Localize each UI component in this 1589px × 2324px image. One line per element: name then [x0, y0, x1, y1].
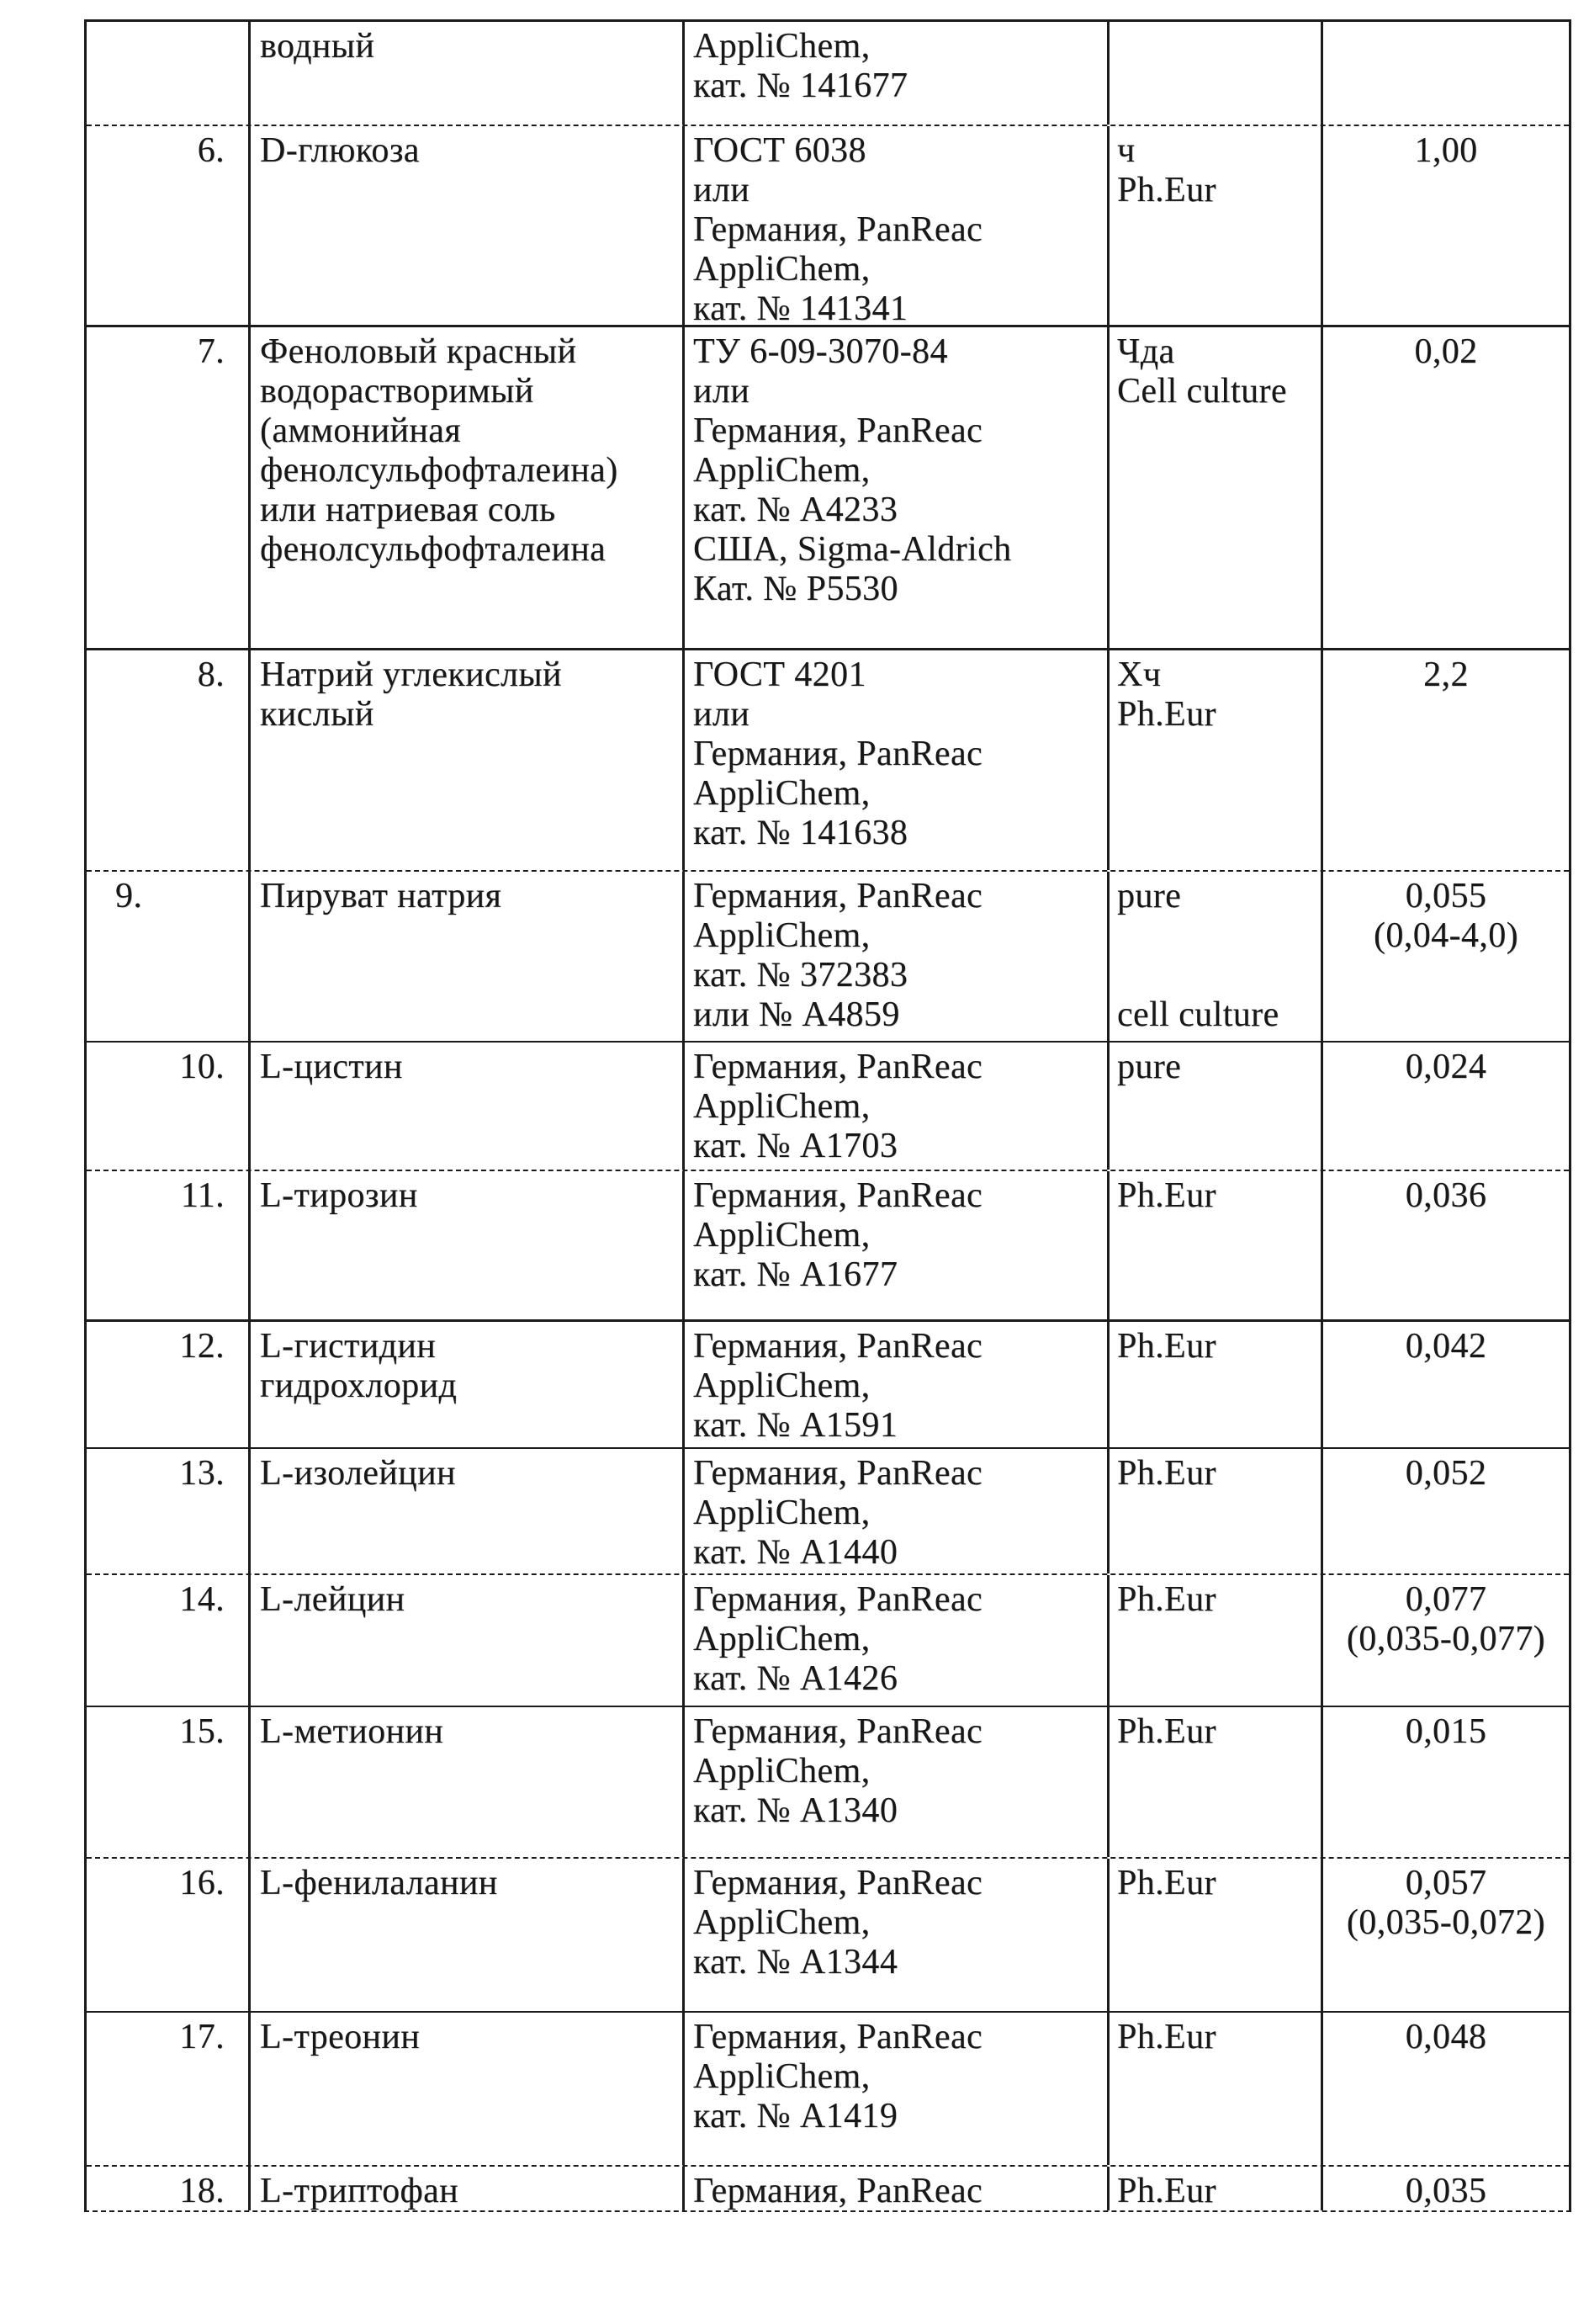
text-line [1117, 916, 1321, 956]
amount-cell [1321, 1171, 1569, 1319]
text-line: Натрий углекислый [260, 655, 562, 694]
text-line: Чда [1117, 332, 1175, 371]
text-line: 0,057 [1405, 1864, 1487, 1902]
text-line: AppliChem, [693, 1494, 871, 1532]
row-number-cell: 16. [179, 1864, 225, 1902]
standard-catalog-cell [682, 1043, 1107, 1170]
text-line: Германия, PanReac [693, 1327, 983, 1366]
grade-cell [1107, 22, 1321, 125]
text-line [1117, 956, 1321, 995]
standard-catalog-cell [682, 1171, 1107, 1319]
text-line: или [693, 695, 750, 734]
text-line: Ph.Eur [1117, 1176, 1216, 1215]
standard-catalog-cell [682, 22, 1107, 125]
amount-cell [1321, 1859, 1569, 2011]
text-line: Ph.Eur [1117, 1454, 1216, 1493]
grade-cell [1107, 2167, 1321, 2210]
text-line: кат. № А4233 [693, 491, 898, 529]
text-line: pure [1117, 877, 1182, 915]
reagent-name-cell [248, 327, 682, 648]
text-line: или натриевая соль [260, 491, 556, 529]
standard-catalog-cell [682, 1859, 1107, 2011]
amount-cell [1321, 1322, 1569, 1447]
text-line: 0,02 [1414, 332, 1478, 371]
text-line: Ph.Eur [1117, 1327, 1216, 1366]
text-line: L-цистин [260, 1048, 403, 1086]
text-line: AppliChem, [693, 250, 871, 289]
grade-cell [1107, 872, 1321, 1041]
text-line: 0,048 [1405, 2018, 1487, 2056]
text-line: Феноловый красный [260, 332, 577, 371]
amount-cell [1321, 1707, 1569, 1857]
table-row [87, 1170, 1569, 1319]
row-number-cell: 14. [179, 1580, 225, 1619]
text-line: ТУ 6-09-3070-84 [693, 332, 948, 371]
amount-cell [1321, 327, 1569, 648]
text-line: Ph.Eur [1117, 1580, 1216, 1619]
row-number-cell: 10. [179, 1048, 225, 1086]
reagent-name-cell [248, 1707, 682, 1857]
text-line: 0,024 [1405, 1048, 1487, 1086]
table-row [87, 19, 1569, 125]
text-line: (0,04-4,0) [1374, 916, 1518, 955]
row-number-cell [87, 22, 248, 125]
table-row [87, 1447, 1569, 1573]
text-line: ГОСТ 4201 [693, 655, 866, 694]
text-line: AppliChem, [693, 1903, 871, 1942]
reagent-name-cell [248, 2167, 682, 2210]
text-line: (0,035-0,077) [1346, 1620, 1546, 1658]
standard-catalog-cell [682, 1449, 1107, 1573]
table-row [87, 1706, 1569, 1857]
table-row [87, 870, 1569, 1041]
row-number-cell: 12. [179, 1327, 225, 1366]
row-number-cell: 13. [179, 1454, 225, 1493]
text-line: pure [1117, 1048, 1182, 1086]
text-line: Германия, PanReac [693, 1864, 983, 1902]
text-line: ч [1117, 131, 1136, 170]
reagent-table [84, 19, 1571, 2212]
standard-catalog-cell [682, 872, 1107, 1041]
text-line: Германия, PanReac [693, 1580, 983, 1619]
reagent-name-cell [248, 22, 682, 125]
text-line: Германия, PanReac [693, 1048, 983, 1086]
text-line: L-триптофан [260, 2172, 458, 2210]
reagent-name-cell [248, 2013, 682, 2165]
text-line: L-лейцин [260, 1580, 405, 1619]
standard-catalog-cell [682, 2167, 1107, 2210]
text-line: AppliChem, [693, 27, 871, 66]
amount-cell [1321, 1575, 1569, 1706]
text-line: L-треонин [260, 2018, 421, 2056]
grade-cell [1107, 1575, 1321, 1706]
reagent-name-cell [248, 1575, 682, 1706]
text-line: Ph.Eur [1117, 1712, 1216, 1751]
text-line: фенолсульфофталеина [260, 530, 606, 569]
reagent-name-cell [248, 1449, 682, 1573]
text-line: кат. № А1591 [693, 1406, 898, 1445]
standard-catalog-cell [682, 650, 1107, 870]
amount-cell [1321, 650, 1569, 870]
reagent-name-cell [248, 872, 682, 1041]
text-line: кат. № А1440 [693, 1533, 898, 1572]
amount-cell [1321, 872, 1569, 1041]
text-line: AppliChem, [693, 1216, 871, 1255]
grade-cell [1107, 327, 1321, 648]
table-row [87, 1319, 1569, 1447]
grade-cell [1107, 1859, 1321, 2011]
text-line: кат. № А1419 [693, 2097, 898, 2136]
grade-cell [1107, 1043, 1321, 1170]
table-row [87, 1041, 1569, 1170]
text-line: Германия, PanReac [693, 877, 983, 915]
text-line: Пируват натрия [260, 877, 502, 915]
row-number-cell: 17. [179, 2018, 225, 2056]
grade-cell [1107, 1707, 1321, 1857]
text-line: Хч [1117, 655, 1162, 694]
text-line: 0,015 [1405, 1712, 1487, 1751]
grade-cell [1107, 126, 1321, 325]
amount-cell [1321, 2167, 1569, 2210]
table-row [87, 2011, 1569, 2165]
text-line: Ph.Eur [1117, 1864, 1216, 1902]
text-line: Германия, PanReac [693, 1712, 983, 1751]
text-line: AppliChem, [693, 1087, 871, 1126]
text-line: L-изолейцин [260, 1454, 456, 1493]
table-row [87, 648, 1569, 870]
standard-catalog-cell [682, 327, 1107, 648]
amount-cell [1321, 1449, 1569, 1573]
row-number-cell: 15. [179, 1712, 225, 1751]
text-line: или [693, 372, 750, 411]
row-number-cell: 7. [197, 332, 225, 371]
text-line: 0,055 [1405, 877, 1487, 915]
text-line: AppliChem, [693, 451, 871, 490]
text-line: AppliChem, [693, 916, 871, 955]
text-line: L-тирозин [260, 1176, 418, 1215]
text-line: AppliChem, [693, 1366, 871, 1405]
text-line: кат. № 372383 [693, 956, 908, 995]
standard-catalog-cell [682, 126, 1107, 325]
text-line: кат. № 141341 [693, 289, 908, 325]
row-number-cell: 18. [179, 2172, 225, 2210]
text-line: AppliChem, [693, 1620, 871, 1658]
text-line: 0,042 [1405, 1327, 1487, 1366]
text-line: кат. № А1677 [693, 1255, 898, 1294]
grade-cell [1107, 1322, 1321, 1447]
text-line: США, Sigma-Aldrich [693, 530, 1012, 569]
text-line: ГОСТ 6038 [693, 131, 866, 170]
table-row [87, 325, 1569, 648]
text-line: Германия, PanReac [693, 735, 983, 773]
text-line: кат. № А1344 [693, 1943, 898, 1982]
reagent-name-cell [248, 1859, 682, 2011]
text-line: 1,00 [1414, 131, 1478, 170]
text-line: 0,052 [1405, 1454, 1487, 1493]
text-line: Германия, PanReac [693, 210, 983, 249]
row-number-cell: 11. [180, 1176, 225, 1215]
grade-cell [1107, 1449, 1321, 1573]
text-line: гидрохлорид [260, 1366, 458, 1405]
text-line: Кат. № Р5530 [693, 570, 898, 608]
text-line: 0,077 [1405, 1580, 1487, 1619]
text-line: кат. № 141677 [693, 66, 908, 105]
text-line: Ph.Eur [1117, 2172, 1216, 2210]
text-line: D-глюкоза [260, 131, 420, 170]
text-line: Ph.Eur [1117, 695, 1216, 734]
text-line: Германия, PanReac [693, 1176, 983, 1215]
grade-cell [1107, 650, 1321, 870]
reagent-name-cell [248, 1322, 682, 1447]
reagent-name-cell [248, 650, 682, 870]
amount-cell [1321, 22, 1569, 125]
text-line: кат. № А1703 [693, 1127, 898, 1165]
standard-catalog-cell [682, 1575, 1107, 1706]
table-row [87, 1857, 1569, 2011]
text-line: или [693, 171, 750, 210]
standard-catalog-cell [682, 1322, 1107, 1447]
text-line: AppliChem, [693, 1752, 871, 1791]
text-line: кат. № А1340 [693, 1791, 898, 1830]
amount-cell [1321, 1043, 1569, 1170]
text-line: фенолсульфофталеина) [260, 451, 618, 490]
reagent-name-cell [248, 1043, 682, 1170]
text-line: AppliChem, [693, 2057, 871, 2096]
text-line: Ph.Eur [1117, 171, 1216, 210]
table-row [87, 2165, 1569, 2210]
amount-cell [1321, 2013, 1569, 2165]
table-row [87, 125, 1569, 325]
text-line: Германия, PanReac [693, 1454, 983, 1493]
grade-cell [1107, 1171, 1321, 1319]
text-line: Германия, PanReac [693, 2018, 983, 2056]
text-line: 0,035 [1405, 2172, 1487, 2210]
amount-cell [1321, 126, 1569, 325]
row-number-cell: 9. [115, 877, 143, 915]
table-row [87, 1573, 1569, 1706]
text-line: водный [260, 27, 375, 66]
standard-catalog-cell [682, 1707, 1107, 1857]
standard-catalog-cell [682, 2013, 1107, 2165]
text-line: Ph.Eur [1117, 2018, 1216, 2056]
text-line: L-фенилаланин [260, 1864, 498, 1902]
text-line: L-метионин [260, 1712, 444, 1751]
text-line: L-гистидин [260, 1327, 437, 1366]
text-line: (0,035-0,072) [1346, 1903, 1546, 1942]
text-line: Германия, PanReac [693, 411, 983, 450]
text-line: кислый [260, 695, 374, 734]
text-line: водорастворимый [260, 372, 534, 411]
row-number-cell: 8. [197, 655, 225, 694]
reagent-name-cell [248, 126, 682, 325]
text-line: или № А4859 [693, 995, 900, 1034]
text-line: cell culture [1117, 995, 1279, 1034]
grade-cell [1107, 2013, 1321, 2165]
text-line: Cell culture [1117, 372, 1287, 411]
text-line: 0,036 [1405, 1176, 1487, 1215]
text-line: (аммонийная [260, 411, 462, 450]
row-number-cell: 6. [197, 131, 225, 170]
text-line: 2,2 [1423, 655, 1469, 694]
text-line: AppliChem, [693, 774, 871, 813]
text-line: кат. № А1426 [693, 1659, 898, 1698]
reagent-name-cell [248, 1171, 682, 1319]
text-line: Германия, PanReac [693, 2172, 983, 2210]
text-line: кат. № 141638 [693, 814, 908, 852]
